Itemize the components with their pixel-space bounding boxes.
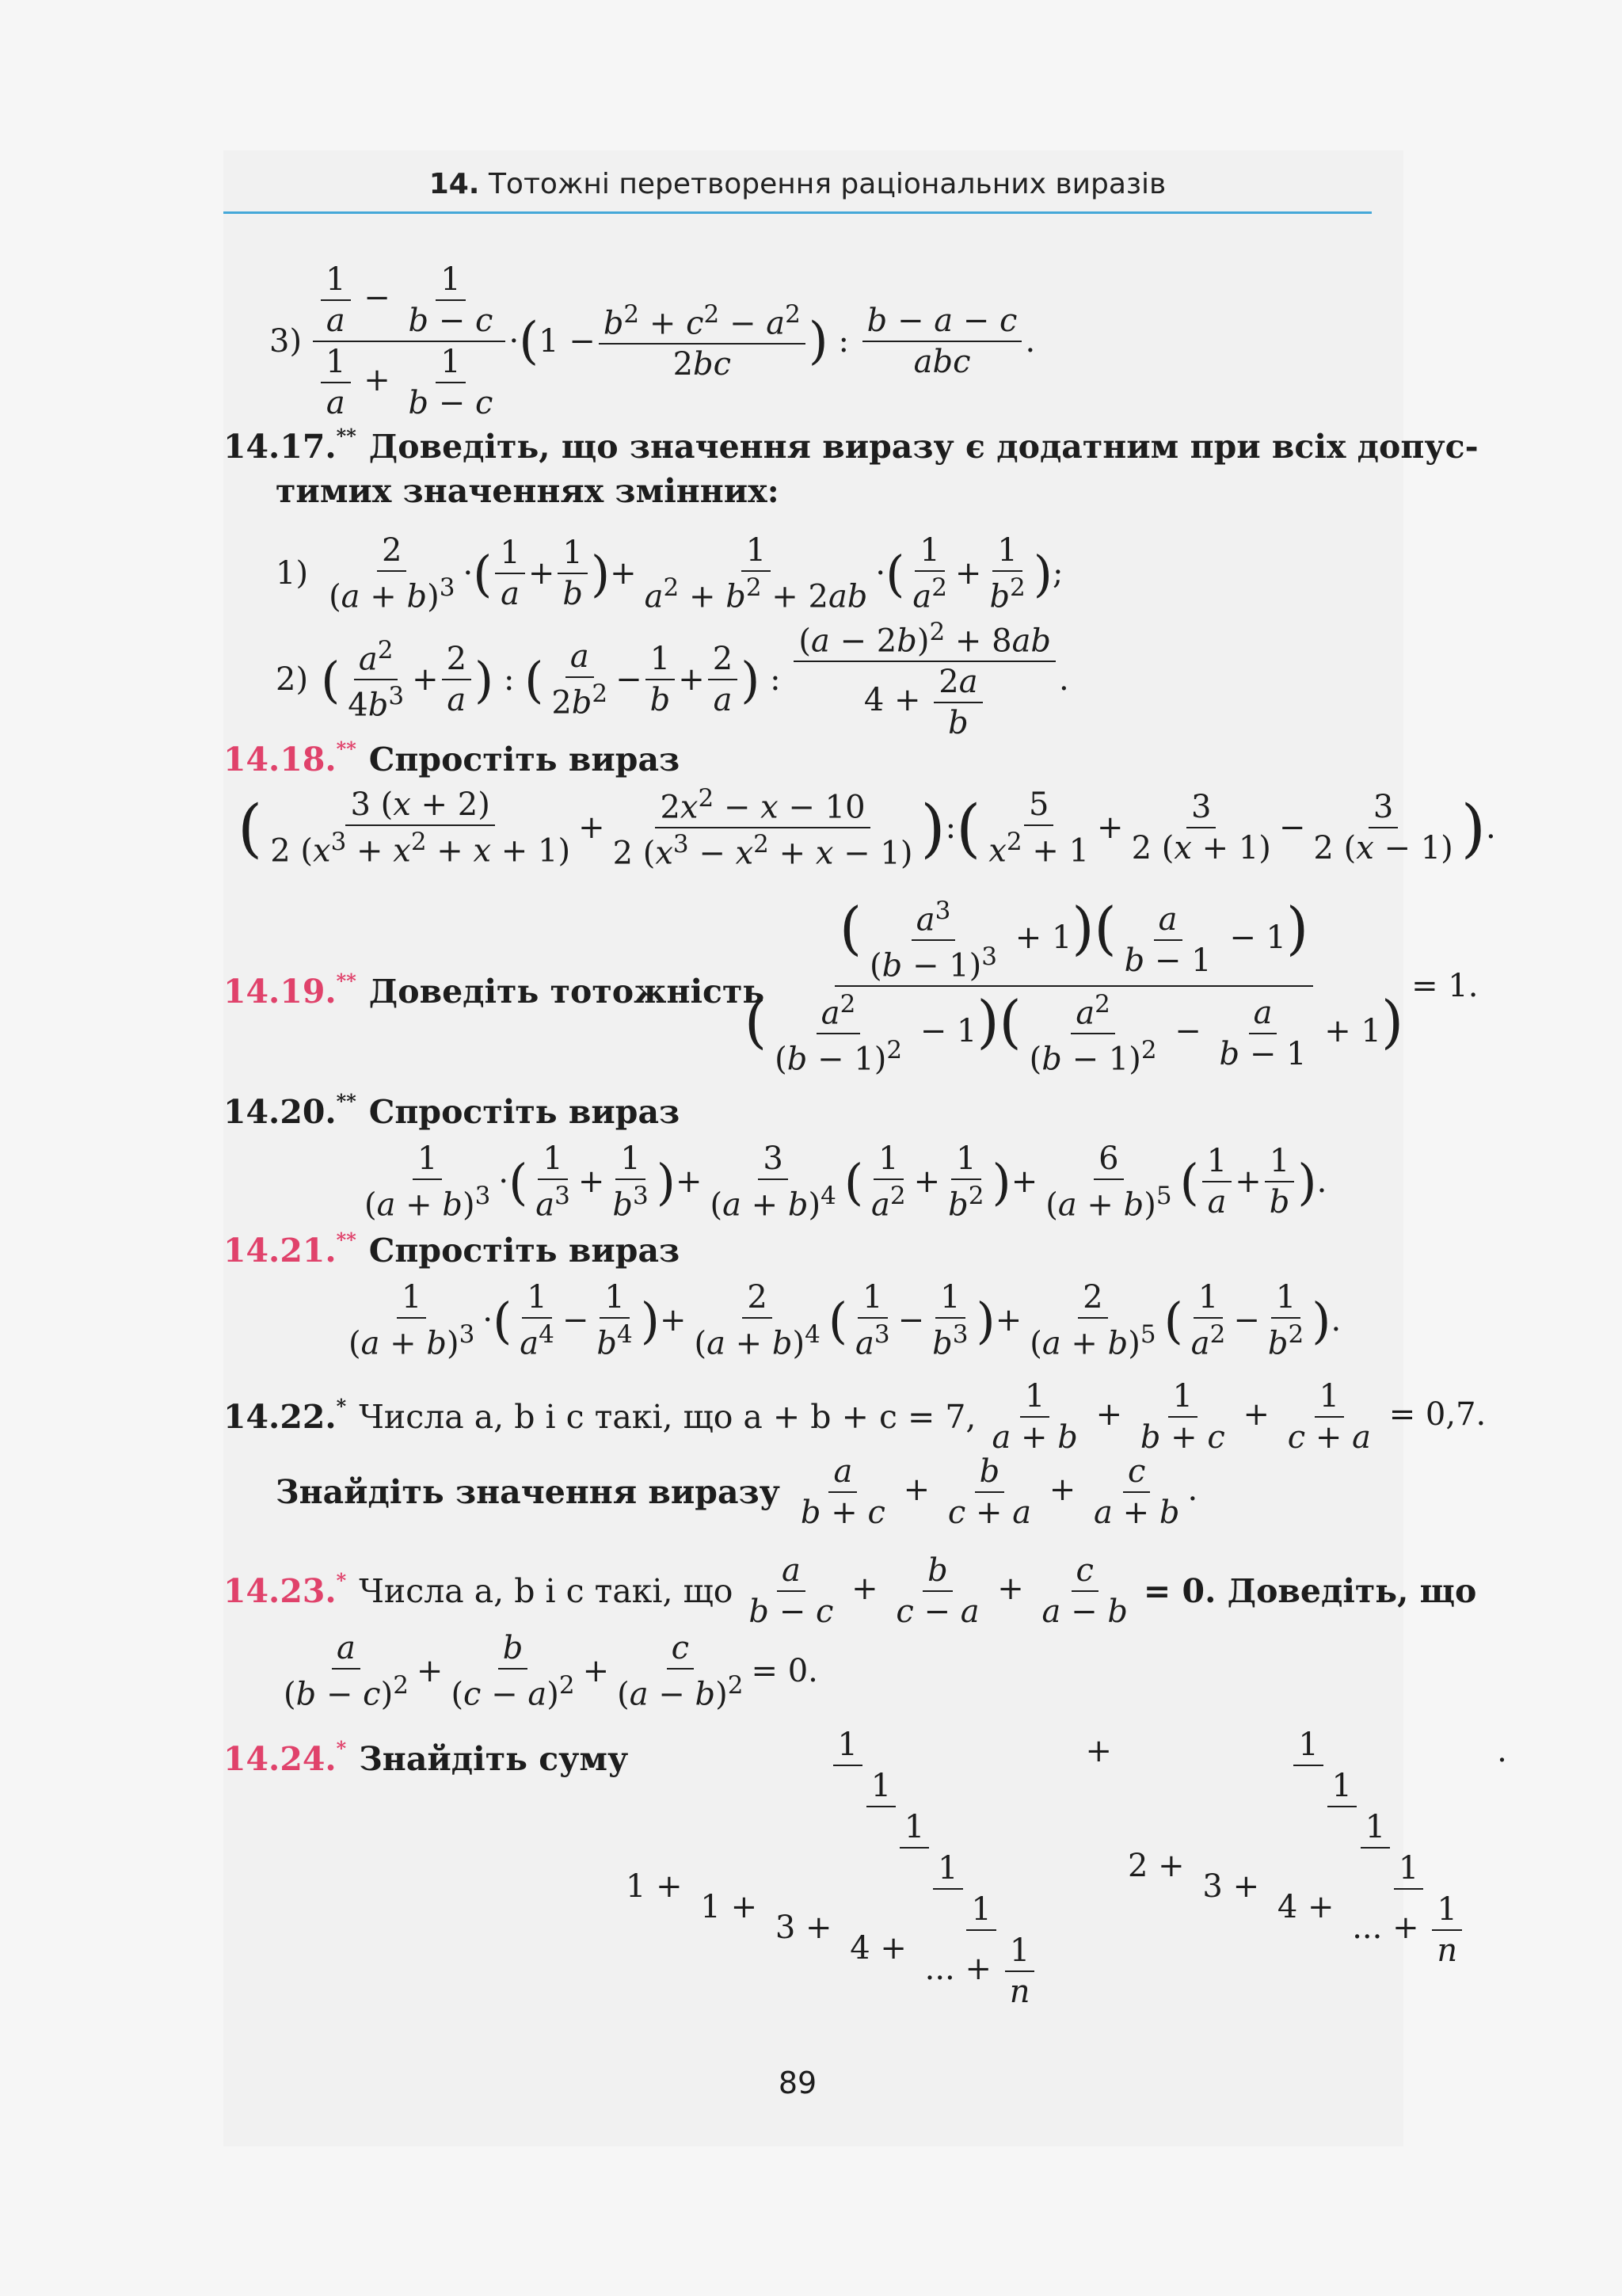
- problem-14-23-expression: a $(b - c)^2$ + b $(c - a)^2$ + c $(a - b)^2$ = 0.: [284, 1630, 818, 1713]
- page-number: 89: [778, 2066, 817, 2100]
- item-label: 3): [269, 323, 303, 360]
- problem-14-24-expression: 1 1 + 1 1 + 1 3 + 1 4 + 1 ... + $\frac{1}{n}$ + 1 2 + 1 3 + 1 4 + 1 ... + $\frac{1}{n}$ .: [626, 1727, 1507, 2010]
- problem-text: Знайдіть значення виразу: [276, 1473, 780, 1511]
- chapter-number: 14.: [428, 168, 480, 200]
- chapter-title: Тотожні перетворення раціональних виразів: [488, 168, 1167, 200]
- problem-text: Доведіть, що значення виразу є додатним при всіх допус-: [368, 428, 1479, 466]
- problem-14-17-item-1: 1) 2 $(a + b)^3$ · ( 1 a + 1 b ) + 1 $a^2 + b^2 + 2ab$ · ( 1 $a^2$ + 1 $b^2$ ) ;: [276, 532, 1064, 615]
- problem-14-24: [223, 1737, 629, 1778]
- problem-14-17-item-2: 2) ( $a^2$ $4b^3$ + 2 a ) : ( a $2b^2$ − 1 b + 2 a ) : $(a - 2b)^2 + 8ab$ 4 + $\frac{2a}{b}$ .: [276, 618, 1069, 742]
- problem-14-17-text-line2: тимих значеннях змінних:: [276, 472, 779, 510]
- item-label: 2): [276, 661, 309, 699]
- problem-number: 14.23.*: [223, 1569, 347, 1610]
- item-label: 1): [276, 555, 309, 592]
- problem-14-23: 14.23.* Числа a, b і c такі, що $\frac{a}{b - c}$ + $\frac{b}{c - a}$ + $\frac{c}{a - b}$ = 0. Доведіть, що: [223, 1552, 1477, 1630]
- fraction: $\frac{1}{a}$ − $\frac{1}{b - c}$ $\frac{1}{a}$ + $\frac{1}{b - c}$: [313, 261, 505, 421]
- problem-text: Числа a, b і c такі, що: [359, 1572, 733, 1610]
- header-rule: [223, 211, 1372, 214]
- problem-number: 14.22.*: [223, 1395, 347, 1436]
- problem-14-18: [223, 737, 680, 779]
- problem-14-16-item-3: 3) $\frac{1}{a}$ − $\frac{1}{b - c}$ $\frac{1}{a}$ + $\frac{1}{b - c}$ · ( 1 − $b^2 + c^2 - a^2$ 2bc ) : b − a − c abc .: [269, 261, 1036, 421]
- problem-14-20-expression: 1 $(a + b)^3$ · ( 1 $a^3$ + 1 $b^3$ ) + 3 $(a + b)^4$ ( 1 $a^2$ + 1 $b^2$ ) + 6 $(a + b)^5$ ( 1 a + 1 b ) .: [364, 1140, 1327, 1224]
- problem-text: Спростіть вираз: [368, 741, 680, 779]
- problem-14-17: [223, 425, 1479, 466]
- problem-number: 14.18.**: [223, 737, 356, 779]
- problem-14-22: 14.22.* Числа a, b і c такі, що a + b + c = 7, $\frac{1}{a + b}$ + $\frac{1}{b + c}$ + $\frac{1}{c + a}$ = 0,7.: [223, 1378, 1487, 1456]
- problem-14-22-line2: Знайдіть значення виразу $\frac{a}{b + c}$ + $\frac{b}{c + a}$ + $\frac{c}{a + b}$ .: [276, 1453, 1198, 1531]
- problem-text: Доведіть тотожність: [368, 973, 765, 1011]
- problem-text: Числа a, b і c такі, що a + b + c = 7,: [359, 1398, 977, 1436]
- problem-14-19: [223, 969, 765, 1011]
- problem-14-20: [223, 1090, 680, 1131]
- problem-number: 14.19.**: [223, 969, 356, 1011]
- problem-number: 14.17.**: [223, 425, 356, 466]
- problem-14-18-expression: ( 3 (x + 2) 2 $(x^3 + x^2 + x + 1)$ + $2x^2 - x - 10$ 2 $(x^3 - x^2 + x - 1)$ ) : ( 5 $x^2 + 1$ + 3 2 (x + 1) − 3 2 (x − 1) ) .: [238, 784, 1496, 872]
- problem-number: 14.24.*: [223, 1737, 347, 1778]
- problem-number: 14.21.**: [223, 1228, 356, 1270]
- problem-text: Спростіть вираз: [368, 1232, 680, 1270]
- problem-14-21: [223, 1228, 680, 1270]
- problem-14-21-expression: 1 $(a + b)^3$ · ( 1 $a^4$ − 1 $b^4$ ) + 2 $(a + b)^4$ ( 1 $a^3$ − 1 $b^3$ ) + 2 $(a + b)^5$ ( 1 $a^2$ − 1 $b^2$ ) .: [348, 1279, 1342, 1362]
- problem-number: 14.20.**: [223, 1090, 356, 1131]
- problem-text: Спростіть вираз: [368, 1093, 680, 1131]
- problem-text-after: = 0. Доведіть, що: [1143, 1572, 1477, 1610]
- problem-text: Знайдіть суму: [359, 1740, 629, 1778]
- page-header: [223, 168, 1372, 200]
- problem-14-19-expression: ( $\frac{a^3}{(b - 1)^3}$ + 1)( $\frac{a}{b - 1}$ − 1) ( $\frac{a^2}{(b - 1)^2}$ − 1)( $\frac{a^2}{(b - 1)^2}$ − $\frac{a}{b - 1}$ + 1) = 1.: [744, 895, 1479, 1078]
